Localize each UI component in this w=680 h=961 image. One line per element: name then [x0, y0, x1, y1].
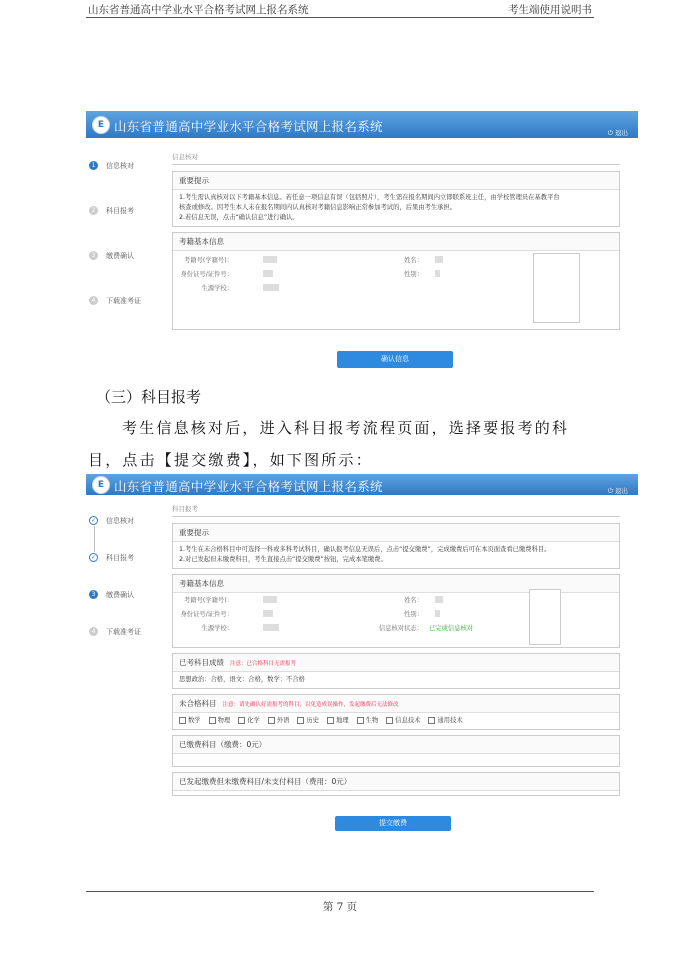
label-id-card: 身份证号/证件号： [180, 271, 233, 278]
main-panel [172, 152, 620, 335]
breadcrumb: 科目报考 [172, 504, 620, 517]
notice-line: 2.对已发起但未缴费科目，考生直接点击“提交缴费”按钮，完成本笔缴费。 [179, 556, 387, 563]
scores-note: 注意：已合格科目无需报考 [230, 661, 297, 667]
step-number: 3 [89, 251, 98, 260]
step-connector [94, 526, 95, 552]
logout-link[interactable]: ⏻ 退出 [607, 487, 628, 495]
page-number: 第 7 页 [322, 901, 358, 913]
label-exam-id: 考籍号(学籍号)： [184, 597, 233, 604]
step-number: 4 [89, 296, 98, 305]
label-gender: 性别： [404, 611, 423, 618]
breadcrumb: 信息核对 [172, 152, 620, 165]
subject-checkbox[interactable]: 外语 [262, 717, 290, 724]
info-box [172, 232, 620, 330]
redacted-value [263, 256, 277, 263]
info-box [172, 574, 620, 648]
scores-box [172, 653, 620, 689]
step-number: 3 [89, 590, 98, 599]
step-label: 科目报考 [106, 207, 134, 215]
subject-checkbox[interactable]: 通用技术 [422, 717, 462, 724]
system-title: 山东省普通高中学业水平合格考试网上报名系统 [114, 119, 383, 134]
step-download-ticket[interactable] [86, 294, 168, 339]
step-number: 2 [89, 206, 98, 215]
step-number: 4 [89, 627, 98, 636]
subject-checkbox[interactable]: 地理 [321, 717, 349, 724]
subject-checkbox[interactable]: 信息技术 [380, 717, 420, 724]
notice-box [172, 523, 620, 569]
info-title: 考籍基本信息 [173, 575, 619, 593]
info-title: 考籍基本信息 [173, 233, 619, 251]
scores-title: 已考科目成绩 [179, 658, 224, 667]
system-banner [86, 111, 638, 138]
step-label: 下载准考证 [106, 628, 141, 636]
redacted-value [435, 596, 443, 603]
screenshot-info-verification [86, 111, 638, 363]
notice-title: 重要提示 [173, 172, 619, 190]
label-exam-id: 考籍号(学籍号)： [184, 257, 233, 264]
step-payment-confirm[interactable] [86, 588, 168, 625]
page-footer [86, 891, 594, 913]
step-label: 信息核对 [106, 517, 134, 525]
system-logo: E [92, 476, 110, 494]
student-photo [533, 253, 580, 323]
subject-checkbox[interactable]: 生物 [351, 717, 379, 724]
redacted-value [263, 284, 279, 291]
submit-payment-button[interactable]: 提交缴费 [335, 816, 451, 831]
scores-line: 思想政治：合格，语文：合格，数学：不合格 [179, 676, 305, 683]
check-icon: ✓ [90, 517, 97, 524]
section-heading: （三）科目报考 [96, 388, 202, 406]
paragraph-line: 考生信息核对后，进入科目报考流程页面，选择要报考的科 [122, 419, 570, 437]
label-school: 生源学校： [201, 625, 233, 632]
unpassed-note: 注意：请先确认好需报考的科目，以免造成误操作，发起缴费后无法修改 [222, 702, 399, 708]
step-download-ticket[interactable] [86, 625, 168, 662]
header-doc-name: 考生端使用说明书 [508, 4, 592, 16]
screenshot-subject-register [86, 474, 638, 841]
confirm-info-button[interactable]: 确认信息 [337, 351, 453, 368]
label-gender: 性别： [404, 271, 423, 278]
header-title: 山东省普通高中学业水平合格考试网上报名系统 [88, 4, 309, 16]
subject-checkbox[interactable]: 物理 [203, 717, 231, 724]
page-header [86, 0, 594, 18]
redacted-value [263, 610, 273, 617]
step-number: 1 [89, 161, 98, 170]
main-panel [172, 504, 620, 801]
label-name: 姓名： [404, 597, 423, 604]
subject-checkbox[interactable]: 数学 [173, 717, 201, 724]
step-nav [86, 514, 168, 662]
step-label: 信息核对 [106, 162, 134, 170]
subject-checkbox[interactable]: 历史 [291, 717, 319, 724]
notice-line: 核查或修改。因考生本人未在报名期间内认真核对考籍信息影响正常参加考试的，后果由考生承担。 [179, 204, 457, 211]
unpassed-box [172, 694, 620, 730]
redacted-value [435, 270, 440, 277]
unpaid-title: 已发起缴费但未缴费科目/未支付科目（费用：0元） [173, 773, 619, 791]
notice-box [172, 171, 620, 227]
redacted-value [263, 624, 279, 631]
step-label: 科目报考 [106, 554, 134, 562]
system-title: 山东省普通高中学业水平合格考试网上报名系统 [114, 479, 383, 494]
step-label: 缴费确认 [106, 591, 134, 599]
notice-title: 重要提示 [173, 524, 619, 542]
step-subject-register[interactable] [86, 204, 168, 249]
label-name: 姓名： [404, 257, 423, 264]
step-label: 缴费确认 [106, 252, 134, 260]
step-info-verify[interactable] [86, 514, 168, 551]
logout-link[interactable]: ⏻ 退出 [607, 129, 628, 137]
step-info-verify[interactable] [86, 159, 168, 204]
label-id-card: 身份证号/证件号： [180, 611, 233, 618]
step-nav [86, 159, 168, 339]
system-logo: E [92, 116, 110, 134]
redacted-value [263, 270, 273, 277]
paid-title: 已缴费科目（缴费：0元） [173, 736, 619, 754]
subject-checkbox[interactable]: 化学 [232, 717, 260, 724]
label-status: 信息核对状态： [378, 625, 423, 632]
step-subject-register[interactable] [86, 551, 168, 588]
unpassed-title: 未合格科目 [179, 699, 217, 708]
notice-line: 1.考生需认真核对以下考籍基本信息。若任意一项信息有误（包括照片），考生需在报名期间内立即联系班主任，由学校管理员在基教平台 [179, 194, 560, 201]
status-value: 已完成信息核对 [429, 625, 474, 632]
system-banner [86, 474, 638, 495]
step-label: 下载准考证 [106, 297, 141, 305]
redacted-value [435, 610, 440, 617]
notice-line: 1.考生在未合格科目中可选择一科或多科考试科目，确认报考信息无误后，点击“提交缴费”，完成缴费后可在本页面查看已缴费科目。 [179, 546, 551, 553]
notice-line: 2.若信息无误，点击“确认信息”进行确认。 [179, 214, 299, 221]
student-photo [529, 589, 561, 645]
unpaid-box [172, 772, 620, 796]
paragraph-line: 目，点击【提交缴费】，如下图所示： [88, 451, 373, 469]
step-payment-confirm[interactable] [86, 249, 168, 294]
check-icon: ✓ [90, 554, 97, 561]
redacted-value [263, 596, 277, 603]
paid-box [172, 735, 620, 767]
label-school: 生源学校： [201, 285, 233, 292]
redacted-value [435, 256, 443, 263]
